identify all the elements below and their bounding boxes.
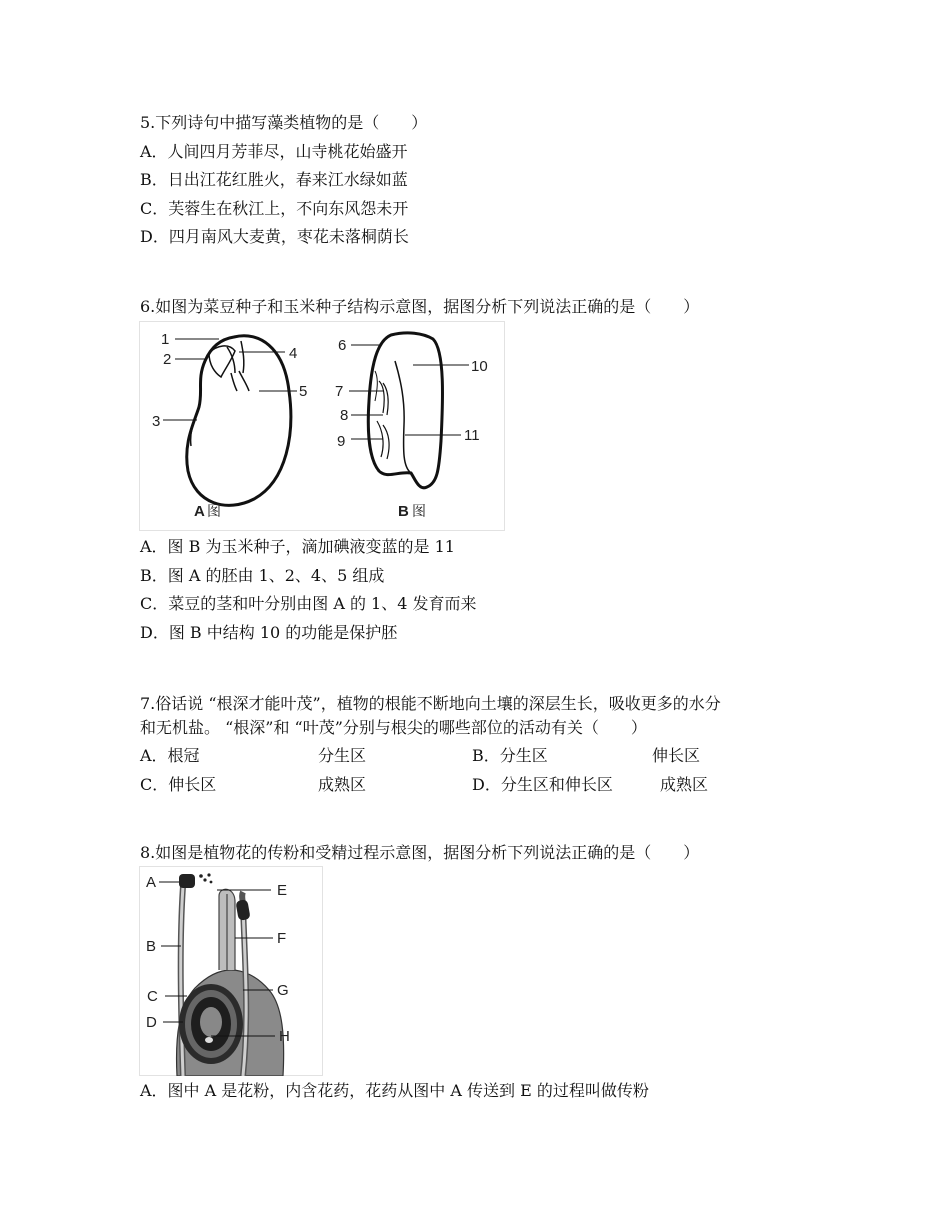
bean-caption-letter: A (194, 503, 205, 520)
bean-caption-word: 图 (207, 504, 221, 520)
bean-label-3: 3 (152, 413, 161, 430)
flower-label-d: D (146, 1014, 157, 1031)
q7-option-c-part1: C．伸长区 (140, 775, 217, 794)
q5-option-c: C．芙蓉生在秋江上，不向东风怨未开 (140, 199, 409, 218)
flower-label-e: E (277, 882, 288, 899)
q7-option-b-part1: B．分生区 (472, 746, 548, 765)
q6-option-d: D．图 B 中结构 10 的功能是保护胚 (140, 623, 398, 642)
q5-option-d: D．四月南风大麦黄，枣花未落桐荫长 (140, 227, 409, 246)
q7-option-c-part2: 成熟区 (318, 775, 367, 794)
flower-label-f: F (277, 930, 287, 947)
flower-label-a: A (146, 874, 157, 891)
q6-option-b: B．图 A 的胚由 1、2、4、5 组成 (140, 566, 385, 585)
q8-stem: 8.如图是植物花的传粉和受精过程示意图，据图分析下列说法正确的是（ ） (140, 843, 700, 862)
q8-option-a: A．图中 A 是花粉，内含花药，花药从图中 A 传送到 E 的过程叫做传粉 (140, 1081, 649, 1100)
corn-label-7: 7 (335, 383, 344, 400)
bean-label-1: 1 (161, 331, 170, 348)
flower-label-c: C (147, 988, 158, 1005)
q7-option-d-part1: D．分生区和伸长区 (472, 775, 613, 794)
q5-option-b: B．日出江花红胜火，春来江水绿如蓝 (140, 170, 408, 189)
corn-label-10: 10 (471, 358, 488, 375)
flower-label-g: G (277, 982, 289, 999)
q6-option-a: A．图 B 为玉米种子，滴加碘液变蓝的是 11 (140, 537, 455, 556)
q7-option-a-part1: A．根冠 (140, 746, 200, 765)
corn-label-11: 11 (464, 427, 480, 444)
corn-label-8: 8 (340, 407, 349, 424)
flower-label-b: B (146, 938, 157, 955)
q6-option-c: C．菜豆的茎和叶分别由图 A 的 1、4 发育而来 (140, 594, 477, 613)
flower-label-h: H (279, 1028, 290, 1045)
q7-stem-line1: 7.俗话说 “根深才能叶茂”，植物的根能不断地向土壤的深层生长，吸收更多的水分 (140, 694, 721, 713)
q7-stem-line2: 和无机盐。 “根深”和 “叶茂”分别与根尖的哪些部位的活动有关（ ） (140, 718, 647, 737)
q7-option-b-part2: 伸长区 (652, 746, 701, 765)
q5-stem: 5.下列诗句中描写藻类植物的是（ ） (140, 113, 428, 132)
pollination-figure (139, 866, 323, 1076)
bean-label-5: 5 (299, 383, 308, 400)
bean-label-4: 4 (289, 345, 298, 362)
bean-label-2: 2 (163, 351, 172, 368)
q6-stem: 6.如图为菜豆种子和玉米种子结构示意图，据图分析下列说法正确的是（ ） (140, 297, 700, 316)
corn-caption-letter: B (398, 503, 409, 520)
corn-label-6: 6 (338, 337, 347, 354)
q7-option-a-part2: 分生区 (318, 746, 367, 765)
q5-option-a: A．人间四月芳菲尽，山寺桃花始盛开 (140, 142, 408, 161)
q7-option-d-part2: 成熟区 (660, 775, 709, 794)
corn-caption-word: 图 (412, 504, 426, 520)
seed-structure-figure (139, 321, 505, 531)
corn-label-9: 9 (337, 433, 346, 450)
